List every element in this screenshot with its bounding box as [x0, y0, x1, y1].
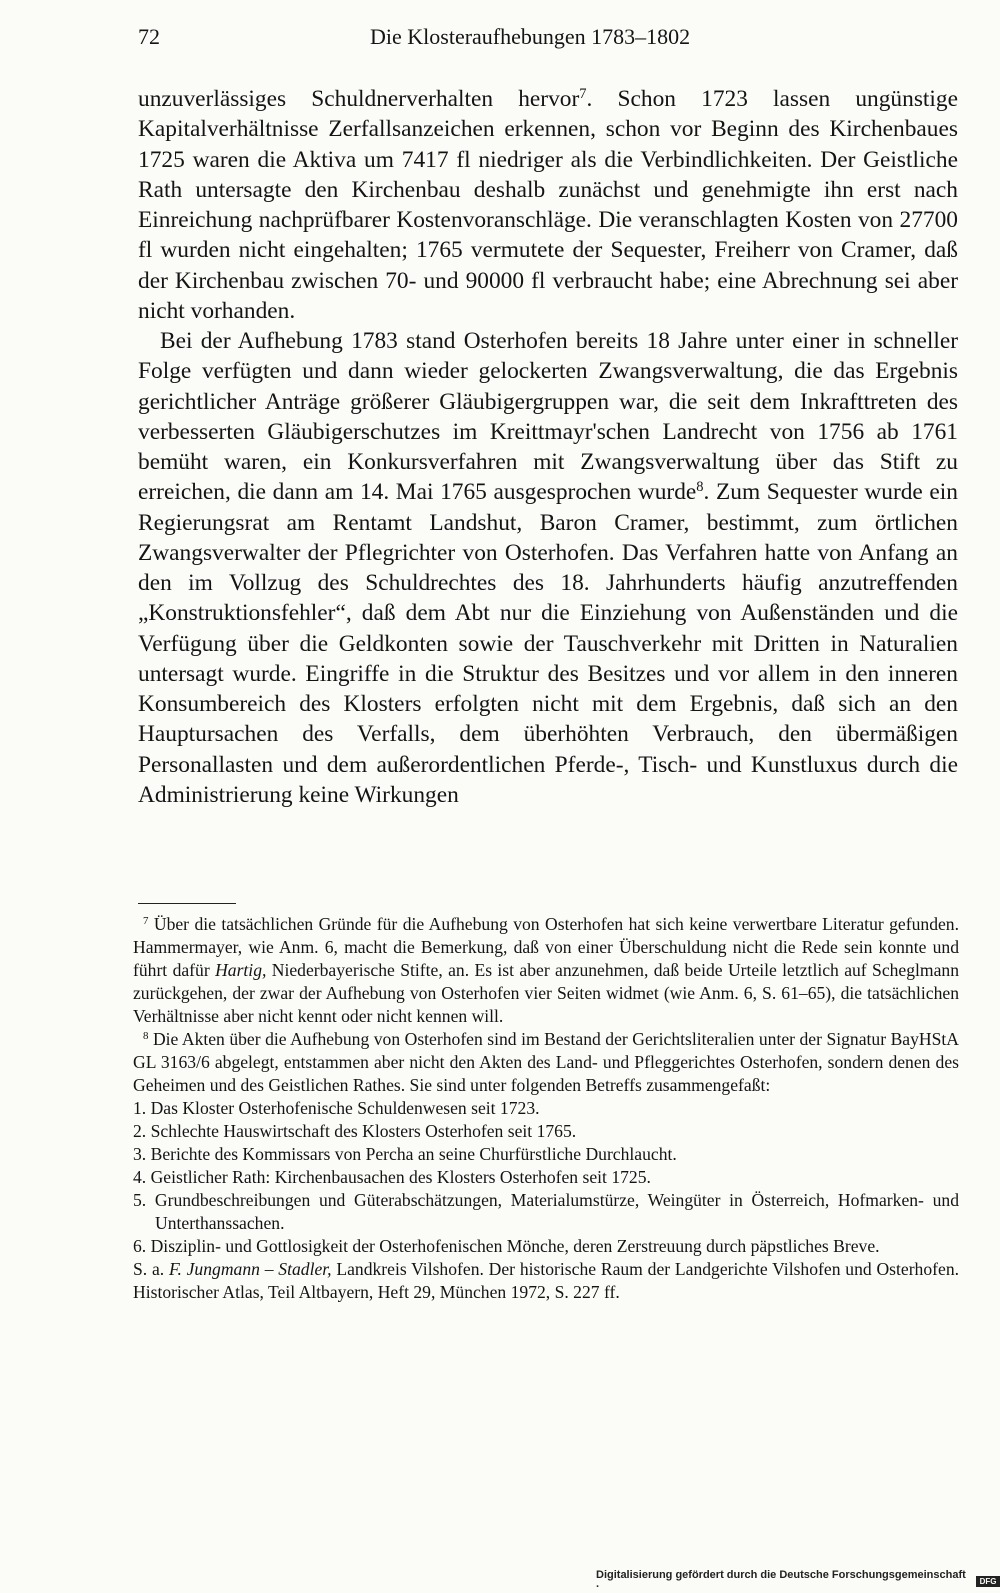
paragraph-1-start: unzuverlässiges Schuldnerverhalten hervor — [138, 86, 580, 112]
footnote-7-text-a: Über die tatsächlichen Gründe für die Aufhebung von Osterhofen hat sich keine verwertbare Literatur gefunden. Hammermayer, wie Anm. 6, macht die Bemerkung, daß von einer Überschuldung nicht die Rede sein konnte und führt dafür — [133, 914, 959, 980]
footnote-7-text-b: Niederbayerische Stifte, an. Es ist aber anzunehmen, daß beide Urteile letztlich auf Scheglmann zurückgehen, der zwar der Aufhebung von Osterhofen vier Seiten widmet (wie Anm. 6, S. 61–65), die tatsächlichen Verhältnisse aber nicht kennt oder nicht kennen will. — [133, 960, 960, 1026]
paragraph-2-rest: . Zum Sequester wurde ein Regierungsrat am Rentamt Landshut, Baron Cramer, bestimmt, zum örtlichen Zwangsverwalter der Pflegrichter von Osterhofen. Das Verfahren hatte von Anfang an den im Vollzug des Schuldrechtes des 18. Jahrhunderts häufig anzutreffenden „Konstruktionsfehler“, daß dem Abt nur die Einziehung von Außenständen und die Verfügung über die Geldkonten sowie der Tauschverkehr mit Dritten in Naturalien untersagt wurde. Eingriffe in die Struktur des Besitzes und vor allem in den inneren Konsumbereich des Klosters erfolgten nicht mit dem Ergebnis, daß sich an den Hauptursachen des Verfalls, dem überhöhten Verbrauch, den übermäßigen Personallasten und dem außerordentlichen Pferde-, Tisch- und Kunstluxus durch die Administrierung keine Wirkungen — [138, 479, 959, 808]
list-item: 2. Schlechte Hauswirtschaft des Klosters Osterhofen seit 1765. — [133, 1121, 577, 1141]
footnote-8-list — [133, 1097, 959, 1258]
footnotes — [133, 913, 959, 1304]
footnote-ref-7: 7 — [579, 86, 587, 103]
footnote-7-mark: 7 — [143, 915, 149, 927]
reference-author: F. Jungmann – Stadler, — [168, 1259, 332, 1279]
page-number: 72 — [138, 24, 160, 49]
running-title: Die Klosteraufhebungen 1783–1802 — [370, 24, 691, 49]
reference-text: Landkreis Vilshofen. Der historische Raum der Landgerichte Vilshofen und Osterhofen. Historischer Atlas, Teil Altbayern, Heft 29, München 1972, S. 227 ff. — [133, 1259, 960, 1302]
list-item: 3. Berichte des Kommissars von Percha an seine Churfürstliche Durchlaucht. — [133, 1144, 677, 1164]
reference-prefix: S. a. — [133, 1259, 169, 1279]
main-text — [138, 84, 958, 810]
digitization-footer — [596, 1569, 1000, 1593]
footnote-8-intro: Die Akten über die Aufhebung von Osterhofen sind im Bestand der Gerichtsliteralien unter der Signatur BayHStA GL 3163/6 abgelegt, entstammen aber nicht den Akten des Land- und Pfleggerichtes Osterhofen, sondern denen des Geheimen und des Geistlichen Rathes. Sie sind unter folgenden Betreffs zusammengefaßt: — [133, 1029, 959, 1095]
paragraph-1 — [138, 84, 958, 326]
page-header — [138, 24, 958, 58]
footnote-7-author: Hartig, — [215, 960, 267, 980]
paragraph-2 — [138, 326, 958, 810]
paragraph-1-rest: . Schon 1723 lassen ungünstige Kapitalverhältnisse Zerfallsanzeichen erkennen, schon vor Beginn des Kirchenbaues 1725 waren die Aktiva um 7417 fl niedriger als die Verbindlichkeiten. Der Geistliche Rath untersagte den Kirchenbau deshalb zunächst und genehmigte ihn erst nach Einreichung nachprüfbarer Kostenvoranschläge. Die veranschlagten Kosten von 27700 fl wurden nicht eingehalten; 1765 vermutete der Sequester, Freiherr von Cramer, daß der Kirchenbau zwischen 70- und 90000 fl verbraucht habe; eine Abrechnung sei aber nicht vorhanden. — [138, 86, 958, 324]
footnote-8-reference — [133, 1258, 959, 1304]
footnote-7 — [133, 913, 959, 1028]
paragraph-2-start: Bei der Aufhebung 1783 stand Osterhofen bereits 18 Jahre unter einer in schneller Folge verfügten und dann wieder gelockerten Zwangsverwaltung, die das Ergebnis gerichtlicher Anträge größerer Gläubigergruppen war, die seit dem Inkrafttreten des verbesserten Gläubigerschutzes im Kreittmayr'schen Landrecht von 1756 ab 1761 bemüht waren, ein Konkursverfahren mit Zwangsverwaltung über das Stift zu erreichen, die dann am 14. Mai 1765 ausgesprochen wurde — [138, 328, 958, 506]
list-item: 4. Geistlicher Rath: Kirchenbausachen des Klosters Osterhofen seit 1725. — [133, 1167, 651, 1187]
list-item: 1. Das Kloster Osterhofenische Schuldenwesen seit 1723. — [133, 1098, 540, 1118]
footnote-ref-8: 8 — [696, 479, 704, 496]
footnote-8 — [133, 1028, 959, 1097]
footer-credit: Digitalisierung gefördert durch die Deutsche Forschungsgemeinschaft · — [596, 1569, 966, 1593]
list-item: 5. Grundbeschreibungen und Güterabschätzungen, Materialumstürze, Weingüter in Österreich, Hofmarken- und Unterthanssachen. — [133, 1190, 959, 1233]
dfg-logo: DFG — [976, 1576, 1000, 1587]
footnote-divider — [138, 903, 236, 904]
list-item: 6. Disziplin- und Gottlosigkeit der Osterhofenischen Mönche, deren Zerstreuung durch päpstliches Breve. — [133, 1236, 880, 1256]
footnote-8-mark: 8 — [143, 1030, 149, 1042]
